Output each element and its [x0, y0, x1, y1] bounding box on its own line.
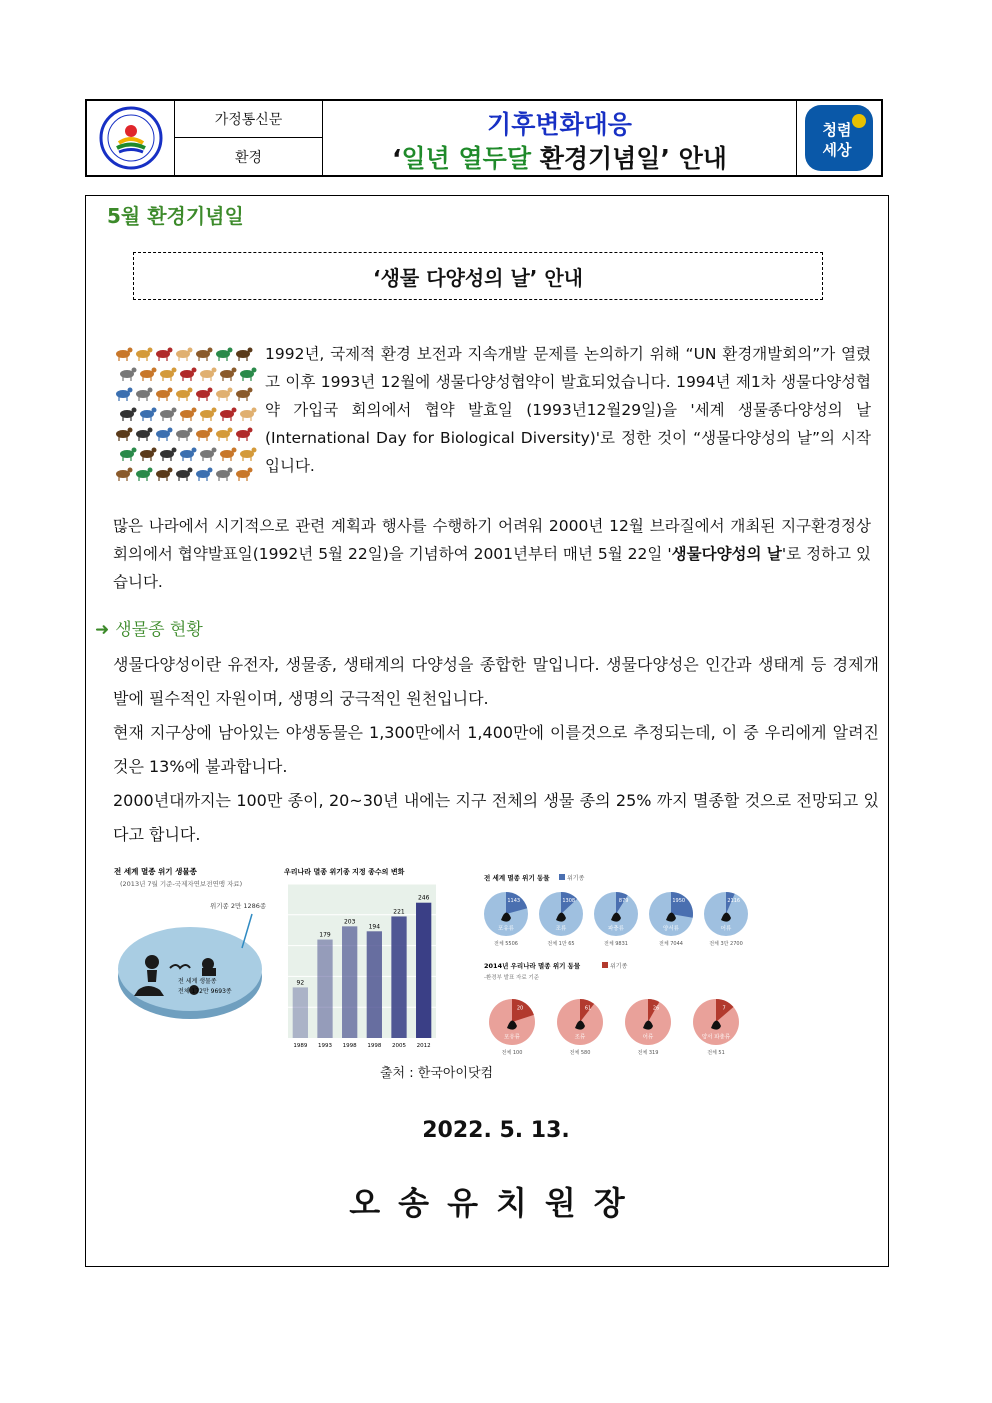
body-paragraph: 생물다양성이란 유전자, 생물종, 생태계의 다양성을 종합한 말입니다. 생물다양성은 인간과 생태계 등 경제개발에 필수적인 자원이며, 생명의 궁극적인 원천입니다. [113, 655, 879, 708]
animal-head [248, 428, 253, 433]
korea-title: 2014년 우리나라 멸종 위기 동물 [484, 962, 581, 970]
body-paragraph: 현재 지구상에 남아있는 야생동물은 1,300만에서 1,400만에 이를것으로 추정되는데, 이 중 우리에게 알려진 것은 13%에 불과합니다. [113, 723, 879, 776]
biodiversity-infographic [112, 862, 772, 1058]
animal-head [168, 388, 173, 393]
bar-value-label: 92 [296, 979, 305, 987]
animal-head [148, 468, 153, 473]
pie-total-label: 전체 51 [707, 1050, 725, 1056]
bar-category-label: 2005 [392, 1043, 406, 1049]
animal-head [232, 448, 237, 453]
kindergarten-logo [87, 101, 175, 175]
subtitle-box [133, 252, 823, 300]
animal-head [148, 428, 153, 433]
signature: 오송유치원장 [349, 1184, 643, 1222]
bar [293, 987, 308, 1038]
pie-total-label: 전체 9831 [604, 941, 628, 947]
animal-head [192, 408, 197, 413]
animal-head [152, 448, 157, 453]
world-legend: 위기종 [567, 875, 585, 882]
animal-head [168, 428, 173, 433]
animal-head [248, 348, 253, 353]
pie-total-label: 전체 1만 65 [547, 941, 575, 947]
pie-total-label: 전체 580 [569, 1050, 591, 1056]
animal-head [248, 468, 253, 473]
world-title: 전 세계 멸종 위기 동물 [484, 874, 550, 882]
bar-category-label: 1998 [342, 1043, 357, 1049]
animal-head [192, 448, 197, 453]
animal-head [172, 408, 177, 413]
animal-head [128, 428, 133, 433]
pie-total-label: 전체 7044 [659, 941, 683, 947]
pie-total-label: 전체 100 [501, 1050, 523, 1056]
bar-value-label: 246 [417, 894, 430, 902]
korea-pies [489, 999, 739, 1056]
animal-head [188, 428, 193, 433]
animal-head [132, 408, 137, 413]
pie-category-label: 양서류 [663, 925, 679, 932]
animal-head [252, 448, 257, 453]
animal-head [228, 388, 233, 393]
title-green-text: 일년 열두달 [401, 144, 531, 173]
integrity-logo [797, 101, 881, 175]
bar-plot [288, 884, 436, 1049]
animal-head [148, 388, 153, 393]
bar-value-label: 203 [343, 918, 356, 926]
pie-category-label: 조류 [555, 925, 567, 932]
pie-category-label: 어류 [642, 1034, 654, 1041]
pie-value-label: 20 [516, 1005, 524, 1012]
pie-value-label: 1143 [507, 897, 521, 904]
bar-category-label: 1998 [367, 1043, 382, 1049]
arrow-icon: ➜ [95, 620, 110, 640]
pie-value-label: 26 [652, 1005, 660, 1012]
header-table [85, 99, 883, 177]
bar-chart-title: 우리나라 멸종 위기종 지정 종수의 변화 [284, 868, 405, 876]
source-caption: 출처 : 한국아이닷컴 [380, 1066, 494, 1081]
korea-legend: 위기종 [610, 963, 628, 970]
animal-head [172, 368, 177, 373]
bar-category-label: 1989 [293, 1043, 308, 1049]
animal-head [152, 408, 157, 413]
subtitle: ‘생물 다양성의 날’ 안내 [373, 265, 583, 290]
world-pies [484, 892, 748, 947]
bar-category-label: 2012 [416, 1043, 431, 1049]
pie-value-label: 7 [722, 1005, 726, 1012]
bar-value-label: 194 [368, 923, 381, 931]
animal-head [132, 368, 137, 373]
bar [342, 926, 357, 1038]
korea-note: -환경부 발표 자료 기준 [484, 975, 540, 981]
animal-head [188, 388, 193, 393]
animal-collage-image [111, 340, 259, 488]
category-top: 가정통신문 [175, 101, 323, 138]
animal-head [232, 408, 237, 413]
pie-total-label: 전체 5506 [494, 941, 518, 947]
animal-head [208, 468, 213, 473]
animal-head [128, 348, 133, 353]
animal-head [212, 408, 217, 413]
bold-day-name: 생물다양성의 날 [671, 545, 782, 563]
logo-right-text-bottom: 세상 [822, 141, 852, 159]
bar-value-label: 221 [393, 908, 405, 916]
document-date: 2022. 5. 13. [422, 1118, 570, 1143]
bar [367, 931, 382, 1038]
animal-head [212, 368, 217, 373]
animal-head [132, 448, 137, 453]
pie-value-label: 61 [584, 1005, 592, 1012]
pie-value-label: 1308 [562, 897, 576, 904]
world-legend-swatch [559, 874, 565, 880]
pie-value-label: 1950 [672, 897, 686, 904]
body-paragraph: 2000년대까지는 100만 종이, 20~30년 내에는 지구 전체의 생물 종의 25% 까지 멸종할 것으로 전망되고 있다고 합니다. [113, 791, 879, 844]
title-line-2: ‘일년 열두달 환경기념일’ 안내 [392, 144, 727, 173]
animal-head [252, 368, 257, 373]
document-title [323, 101, 797, 175]
pie-center-line-1: 전 세계 생물종 [178, 978, 217, 985]
animal-head [228, 348, 233, 353]
korea-legend-swatch [602, 962, 608, 968]
pie-category-label: 양서 파충류 [701, 1034, 731, 1041]
bullet-heading: ➜ 생물종 현황 [95, 620, 203, 640]
category-bottom: 환경 [175, 138, 323, 175]
animal-head [228, 468, 233, 473]
section-title: 5월 환경기념일 [107, 204, 244, 228]
animal-head [188, 468, 193, 473]
animal-head [172, 448, 177, 453]
bar-value-label: 179 [319, 931, 331, 939]
pie-value-label: 2116 [727, 897, 741, 904]
pie-callout-line [242, 914, 252, 948]
animal-head [208, 428, 213, 433]
pie-category-label: 어류 [720, 925, 732, 932]
pie-category-label: 포유류 [498, 925, 514, 932]
pie-total-label: 전체 319 [637, 1050, 659, 1056]
logo-right-text-top: 청렴 [822, 121, 852, 139]
animal-head [248, 388, 253, 393]
second-paragraph: 많은 나라에서 시기적으로 관련 계획과 행사를 수행하기 어려워 2000년 12월 브라질에서 개최된 지구환경정상회의에서 협약발표일(1992년 5월 22일)을 기념하여 2001년부터 매년 5월 22일 '생물다양성의 날'로 정하고 있습니다. [113, 517, 871, 591]
pie-category-label: 포유류 [504, 1034, 520, 1041]
body-paragraphs [113, 648, 879, 852]
bar [391, 916, 406, 1038]
pie-subtitle: (2013년 7월 기준-국제자연보전연맹 자료) [120, 880, 243, 888]
animal-head [152, 368, 157, 373]
bar-plot-background [288, 884, 436, 1038]
pie-category-label: 파충류 [608, 925, 624, 932]
animal-head [148, 348, 153, 353]
animal-head [192, 368, 197, 373]
pie-title: 전 세계 멸종 위기 생물종 [114, 867, 197, 876]
pie-callout: 위기종 2만 1286종 [210, 902, 267, 910]
animal-head [168, 348, 173, 353]
title-line-1: 기후변화대응 [487, 110, 632, 139]
animal-head [128, 468, 133, 473]
animal-head [232, 368, 237, 373]
animal-head [252, 408, 257, 413]
animal-head [168, 468, 173, 473]
pie-center-line-2: 전체 172만 9693종 [178, 988, 232, 995]
animal-head [208, 348, 213, 353]
animal-head [228, 428, 233, 433]
animal-head [208, 388, 213, 393]
intro-paragraph: 1992년, 국제적 환경 보전과 지속개발 문제를 논의하기 위해 “UN 환경개발회의”가 열렸고 이후 1993년 12월에 생물다양성협약이 발효되었습니다. 1994년 제1차 생물다양성협약 가입국 회의에서 협약 발효일 (1993년12월29일)을 '세계 생물종다양성의 날(International Day for Biological Diversity)'로 정한 것이 “생물다양성의 날”의 시작입니다. [265, 345, 871, 475]
pie-disc [118, 927, 262, 1011]
animal-head [212, 448, 217, 453]
pie-total-label: 전체 3만 2700 [709, 941, 743, 947]
pie-value-label: 879 [618, 897, 629, 904]
pie-category-label: 조류 [574, 1034, 586, 1041]
bar [317, 940, 332, 1038]
bar [416, 903, 431, 1038]
pie-slice [671, 892, 693, 918]
animal-head [188, 348, 193, 353]
bar-category-label: 1993 [318, 1043, 332, 1049]
animal-head [128, 388, 133, 393]
